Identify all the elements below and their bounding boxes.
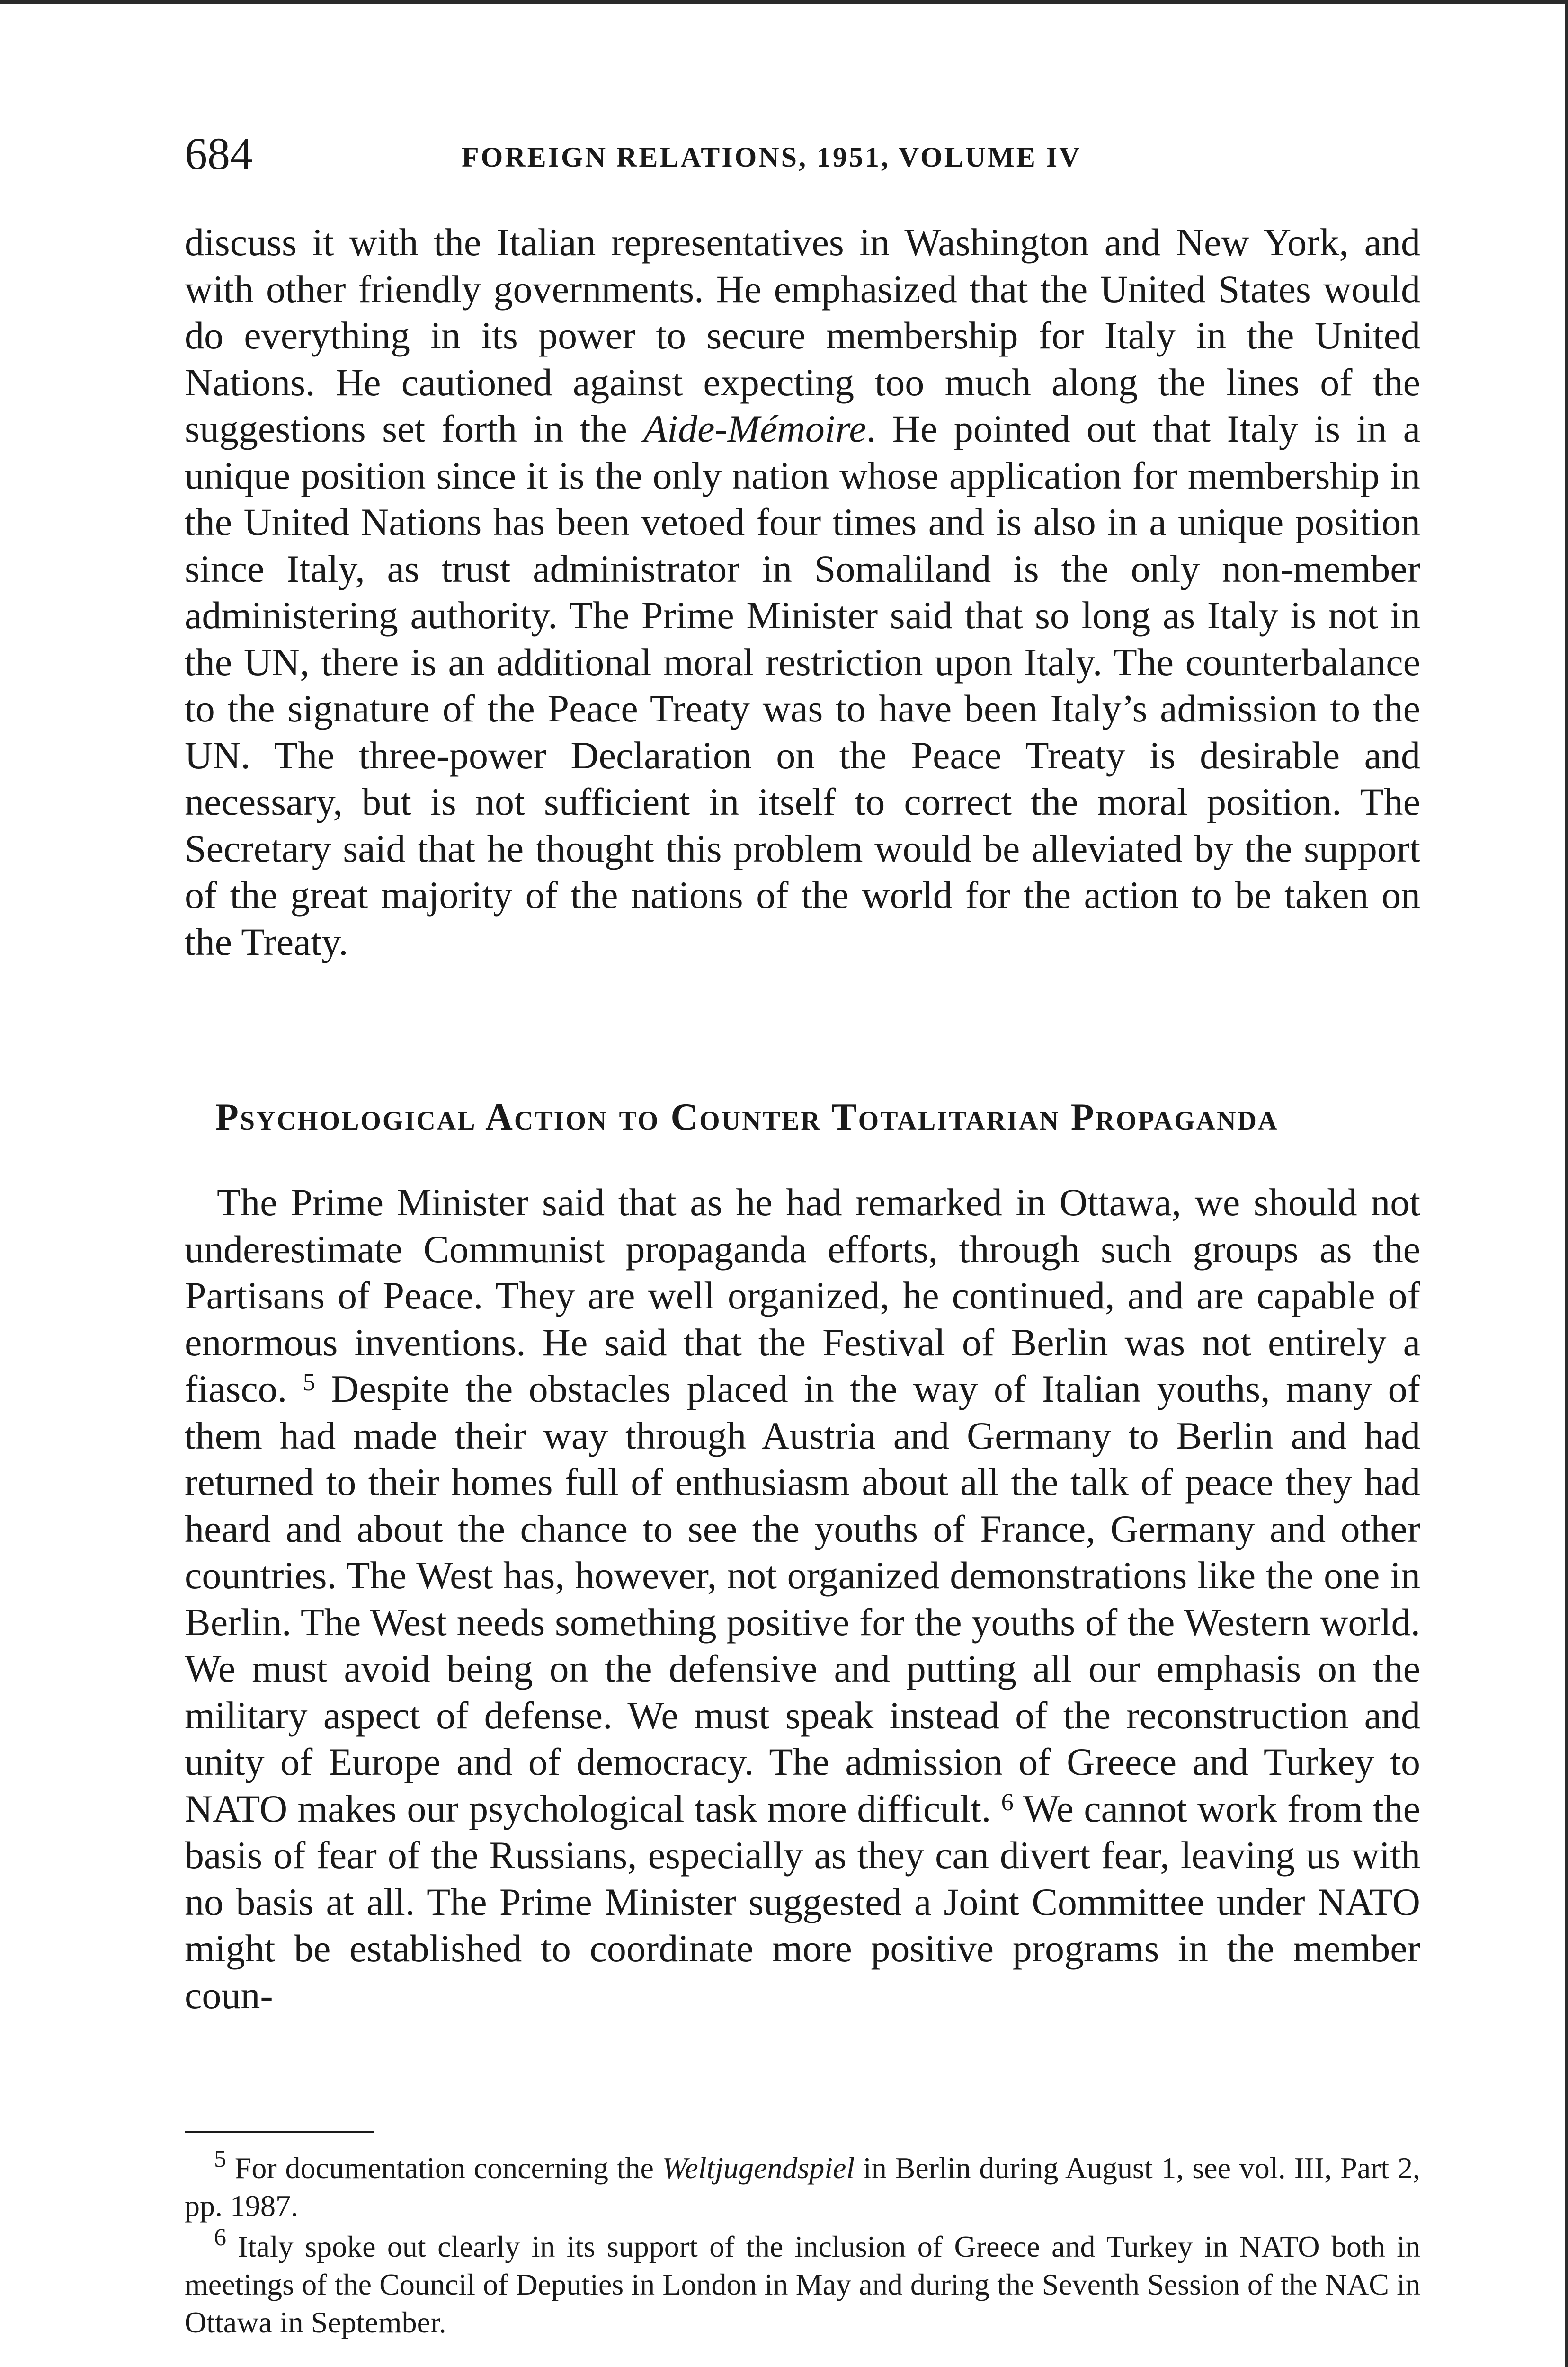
paragraph-2-text-part-2: Despite the obstacles placed in the way of Italian youths, many of them had made their way through Austria and Germany to Berlin and had returned to their homes full of enthusiasm about all the talk of peace they had heard and about the chance to see the youths of France, Germany and other countries. The West has, however, not organized demonstrations like the one in Berlin. The West needs something positive for the youths of the Western world. We must avoid being on the defensive and putting all our emphasis on the military aspect of defense. We must speak instead of the reconstruction and unity of Europe and of democracy. The admission of Greece and Turkey to NATO makes our psychological task more difficult. [185, 1367, 1420, 1830]
scan-top-edge [0, 0, 1568, 4]
paragraph-2-text-part-3: We cannot work from the basis of fear of the Russians, especially as they can divert fear, leaving us with no basis at all. The Prime Minister suggested a Joint Committee under NATO might be established to coordinate more positive programs in the member coun- [185, 1787, 1420, 2017]
page-number: 684 [185, 128, 253, 179]
scan-right-edge [1565, 0, 1568, 2367]
footnote-5-number: 5 [214, 2145, 226, 2172]
weltjugendspiel-term: Weltjugendspiel [662, 2151, 855, 2185]
footnote-reference-6: 6 [1001, 1789, 1014, 1816]
footnote-6 [185, 2224, 1420, 2341]
footnote-5 [185, 2145, 1421, 2225]
body-paragraph-2 [185, 1179, 1420, 2019]
footnotes-section [185, 2145, 1421, 2344]
paragraph-2-text-part-1: The Prime Minister said that as he had remarked in Ottawa, we should not underestimate Communist propaganda efforts, through such groups as the Partisans of Peace. They are well organized, he continued, and are capable of enormous inventions. He said that the Festival of Berlin was not entirely a fiasco. [185, 1181, 1420, 1410]
footnote-6-number: 6 [214, 2224, 226, 2251]
aide-memoire-term: Aide-Mémoire [643, 407, 866, 450]
footnote-reference-5: 5 [303, 1369, 315, 1396]
paragraph-1-text-end: . He pointed out that Italy is in a unique position since it is the only nation whose application for membership in the United Nations has been vetoed four times and is also in a unique position since Italy, as trust administrator in Somaliland is the only non-member administering authority. The Prime Minister said that so long as Italy is not in the UN, there is an additional moral restriction upon Italy. The counterbalance to the signature of the Peace Treaty was to have been Italy’s admission to the UN. The three-power Declaration on the Peace Treaty is desirable and necessary, but is not sufficient in itself to correct the moral position. The Secretary said that he thought this problem would be alleviated by the support of the great majority of the nations of the world for the action to be taken on the Treaty. [185, 407, 1421, 963]
page-header [185, 128, 1420, 180]
footnote-5-text-end: in Berlin during August 1, see vol. III, Part 2, pp. 1987. [185, 2151, 1421, 2223]
paragraph-1-text-start: discuss it with the Italian representatives in Washington and New York, and with other friendly governments. He emphasized that the United States would do everything in its power to secure membership for Italy in the United Nations. He cautioned against expecting too much along the lines of the suggestions set forth in the [185, 221, 1420, 450]
body-paragraph-1 [185, 219, 1420, 965]
footnote-6-text: Italy spoke out clearly in its support of the inclusion of Greece and Turkey in NATO both in meetings of the Council of Deputies in London in May and during the Seventh Session of the NAC in Ottawa in September. [185, 2230, 1420, 2339]
footnote-divider [185, 2131, 374, 2133]
running-head: FOREIGN RELATIONS, 1951, VOLUME IV [462, 142, 1082, 173]
section-heading: Psychological Action to Counter Totalitarian Propaganda [215, 1096, 1279, 1138]
footnote-5-text-start: For documentation concerning the [226, 2151, 662, 2185]
